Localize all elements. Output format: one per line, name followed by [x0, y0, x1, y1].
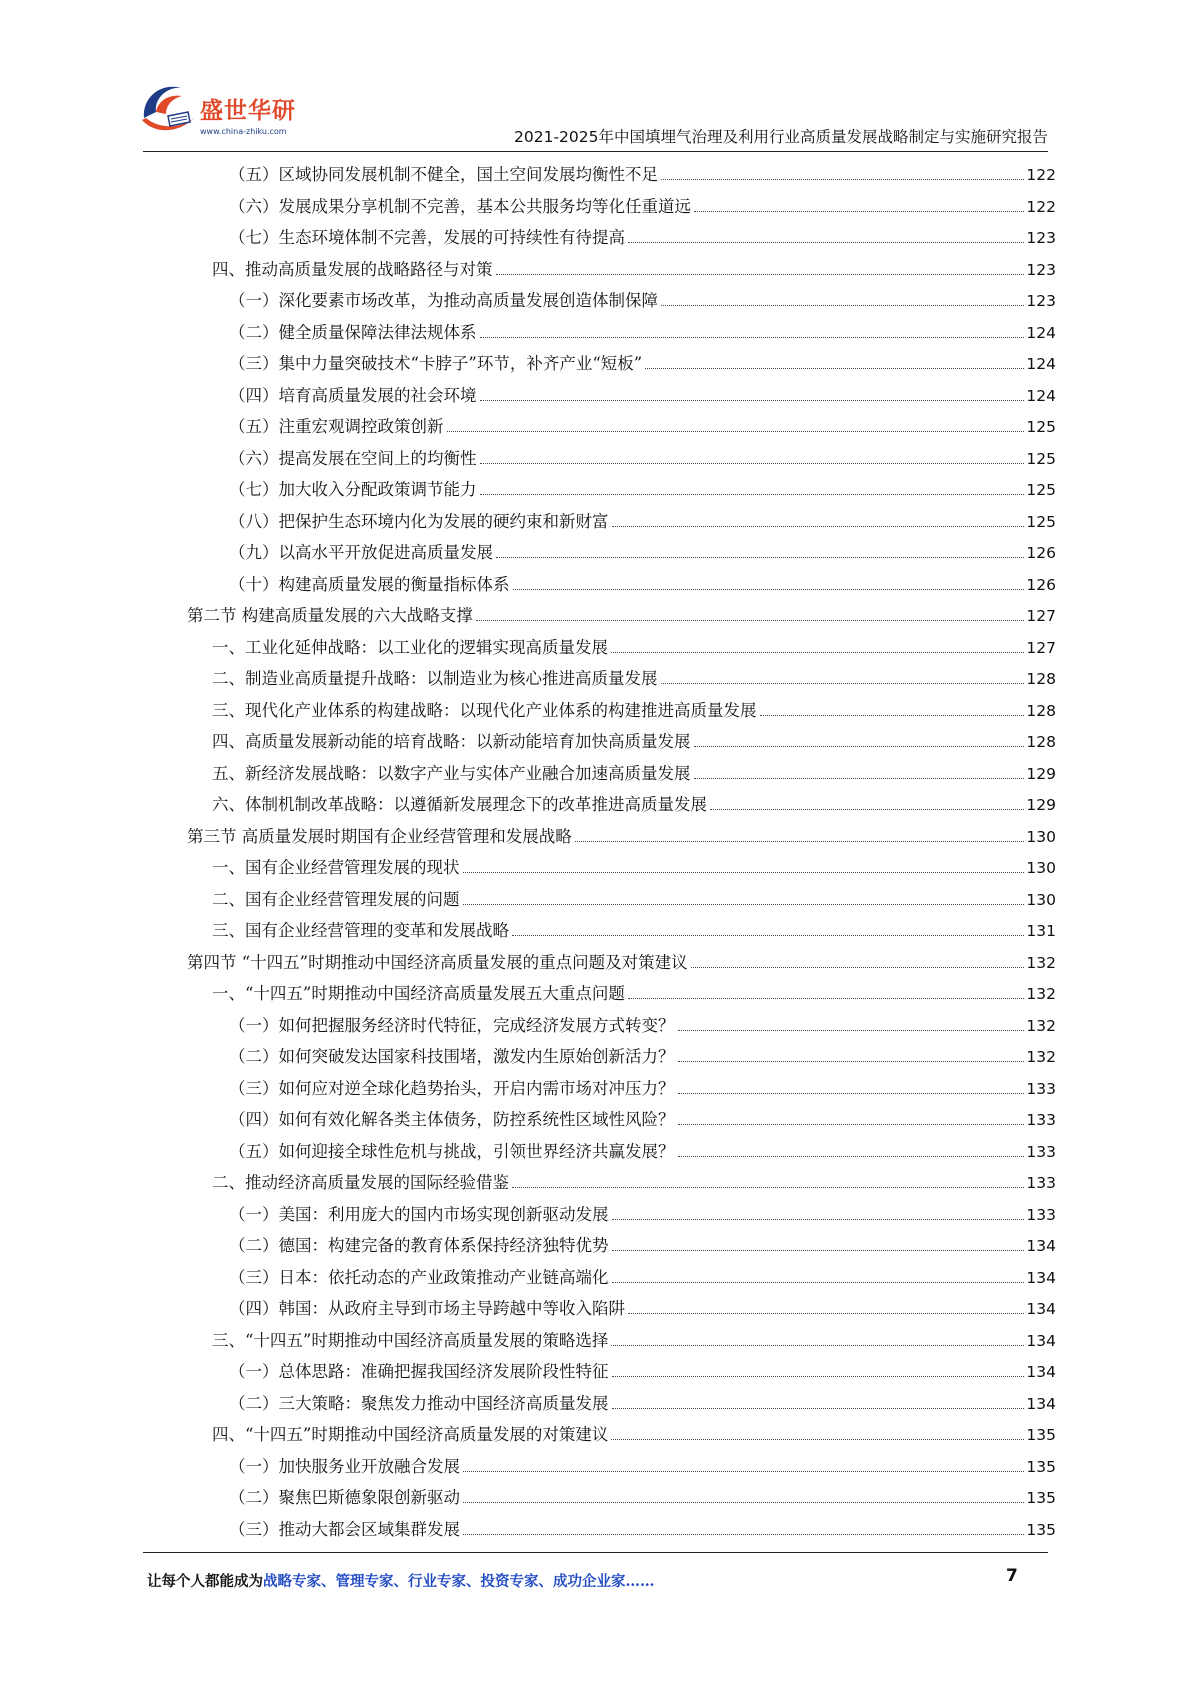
toc-entry-page: 133 [1026, 1111, 1056, 1129]
footer-slogan [147, 1570, 655, 1591]
toc-entry-page: 128 [1026, 701, 1056, 720]
toc-entry-title: （四）如何有效化解各类主体债务，防控系统性区域性风险？ [229, 1110, 675, 1129]
toc-entry-title: （二）聚焦巴斯德象限创新驱动 [229, 1488, 460, 1507]
toc-entry[interactable] [229, 1482, 1056, 1513]
toc-dot-leader [496, 274, 1025, 275]
toc-entry[interactable] [187, 947, 1056, 978]
toc-entry[interactable] [229, 1041, 1056, 1072]
toc-entry[interactable] [229, 191, 1056, 222]
toc-entry[interactable] [212, 789, 1056, 820]
toc-entry-page: 123 [1026, 229, 1056, 247]
report-title: 2021-2025年中国填埋气治理及利用行业高质量发展战略制定与实施研究报告 [514, 128, 1048, 146]
toc-entry[interactable] [229, 285, 1056, 316]
toc-entry[interactable] [229, 537, 1056, 568]
toc-entry-title: （四）培育高质量发展的社会环境 [229, 385, 477, 405]
toc-entry-page: 124 [1026, 386, 1056, 405]
toc-dot-leader [628, 1313, 1024, 1314]
toc-dot-leader [694, 211, 1024, 212]
toc-dot-leader [512, 1187, 1024, 1188]
toc-dot-leader [496, 557, 1024, 558]
toc-dot-leader [476, 620, 1025, 621]
toc-dot-leader [694, 746, 1025, 747]
toc-entry-page: 135 [1026, 1426, 1056, 1444]
toc-entry-page: 134 [1026, 1331, 1056, 1350]
toc-entry-title: 五、新经济发展战略：以数字产业与实体产业融合加速高质量发展 [212, 763, 691, 783]
toc-entry-title: 三、现代化产业体系的构建战略：以现代化产业体系的构建推进高质量发展 [212, 700, 757, 720]
toc-dot-leader [612, 526, 1025, 527]
toc-entry-title: （一）深化要素市场改革，为推动高质量发展创造体制保障 [229, 291, 658, 310]
toc-entry-page: 127 [1026, 638, 1056, 657]
toc-dot-leader [480, 400, 1025, 401]
toc-entry-page: 133 [1026, 1205, 1056, 1224]
toc-entry-page: 132 [1026, 985, 1056, 1003]
toc-dot-leader [628, 242, 1024, 243]
toc-dot-leader [678, 1124, 1025, 1125]
toc-entry-title: （一）加快服务业开放融合发展 [229, 1456, 460, 1476]
toc-entry-title: 二、制造业高质量提升战略：以制造业为核心推进高质量发展 [212, 669, 658, 688]
toc-entry-page: 125 [1026, 449, 1056, 468]
toc-entry[interactable] [229, 443, 1056, 474]
toc-entry[interactable] [212, 663, 1056, 694]
toc-entry-page: 127 [1026, 607, 1056, 625]
page-header [0, 0, 1191, 150]
toc-dot-leader [612, 1219, 1025, 1220]
toc-dot-leader [694, 778, 1025, 779]
toc-entry[interactable] [212, 1419, 1056, 1450]
toc-entry[interactable] [229, 1293, 1056, 1324]
toc-dot-leader [661, 179, 1024, 180]
toc-entry[interactable] [212, 695, 1056, 726]
toc-dot-leader [661, 305, 1024, 306]
toc-entry-title: （一）总体思路：准确把握我国经济发展阶段性特征 [229, 1362, 609, 1381]
toc-entry-title: （一）如何把握服务经济时代特征，完成经济发展方式转变？ [229, 1015, 675, 1035]
toc-entry[interactable] [229, 317, 1056, 348]
toc-entry[interactable] [229, 1262, 1056, 1293]
toc-dot-leader [480, 337, 1025, 338]
toc-dot-leader [480, 463, 1025, 464]
toc-entry-title: （三）集中力量突破技术“卡脖子”环节，补齐产业“短板” [229, 354, 643, 373]
toc-entry-page: 129 [1026, 796, 1056, 814]
toc-entry-title: （三）日本：依托动态的产业政策推动产业链高端化 [229, 1267, 609, 1287]
toc-entry[interactable] [212, 758, 1056, 789]
toc-entry[interactable] [212, 632, 1056, 663]
toc-entry-page: 130 [1026, 827, 1056, 846]
toc-dot-leader [611, 652, 1024, 653]
toc-dot-leader [678, 1061, 1025, 1062]
toc-entry-title: （四）韩国：从政府主导到市场主导跨越中等收入陷阱 [229, 1299, 625, 1318]
toc-entry-title: 四、推动高质量发展的战略路径与对策 [212, 259, 493, 279]
toc-entry-page: 124 [1026, 355, 1056, 373]
toc-dot-leader [612, 1376, 1025, 1377]
toc-entry[interactable] [229, 1010, 1056, 1041]
toc-entry-title: （二）德国：构建完备的教育体系保持经济独特优势 [229, 1236, 609, 1255]
toc-entry[interactable] [187, 821, 1056, 852]
toc-entry-title: 一、“十四五”时期推动中国经济高质量发展五大重点问题 [212, 984, 625, 1003]
toc-entry-title: （十）构建高质量发展的衡量指标体系 [229, 574, 510, 594]
toc-entry-page: 126 [1026, 544, 1056, 562]
toc-entry-page: 124 [1026, 323, 1056, 342]
toc-entry[interactable] [187, 600, 1056, 631]
toc-entry-page: 134 [1026, 1268, 1056, 1287]
toc-entry[interactable] [229, 411, 1056, 442]
footer-slogan-highlight: 战略专家、管理专家、行业专家、投资专家、成功企业家 [263, 1573, 626, 1590]
toc-entry-title: 六、体制机制改革战略：以遵循新发展理念下的改革推进高质量发展 [212, 795, 707, 814]
toc-entry[interactable] [229, 348, 1056, 379]
toc-entry-page: 129 [1026, 764, 1056, 783]
toc-entry[interactable] [229, 1104, 1056, 1135]
toc-entry-title: （五）如何迎接全球性危机与挑战，引领世界经济共赢发展？ [229, 1141, 675, 1161]
toc-dot-leader [611, 1439, 1024, 1440]
toc-entry[interactable] [229, 506, 1056, 537]
toc-entry[interactable] [212, 1325, 1056, 1356]
toc-entry[interactable] [212, 254, 1056, 285]
toc-dot-leader [710, 809, 1024, 810]
toc-dot-leader [678, 1156, 1025, 1157]
toc-dot-leader [612, 1282, 1025, 1283]
toc-entry[interactable] [229, 1136, 1056, 1167]
toc-entry-title: 四、“十四五”时期推动中国经济高质量发展的对策建议 [212, 1425, 609, 1444]
toc-entry-page: 133 [1026, 1079, 1056, 1098]
toc-dot-leader [513, 589, 1025, 590]
toc-entry[interactable] [212, 1167, 1056, 1198]
toc-entry[interactable] [229, 1514, 1056, 1545]
company-logo [138, 78, 318, 148]
toc-entry-title: （一）美国：利用庞大的国内市场实现创新驱动发展 [229, 1204, 609, 1224]
toc-entry-title: （七）加大收入分配政策调节能力 [229, 480, 477, 499]
toc-entry-title: 四、高质量发展新动能的培育战略：以新动能培育加快高质量发展 [212, 732, 691, 751]
toc-entry-page: 125 [1026, 481, 1056, 499]
logo-swoosh-icon [138, 78, 200, 140]
toc-entry[interactable] [229, 1073, 1056, 1104]
toc-dot-leader [512, 935, 1024, 936]
toc-entry-title: 第四节 “十四五”时期推动中国经济高质量发展的重点问题及对策建议 [187, 952, 688, 972]
logo-url: www.china-zhiku.com [200, 127, 287, 136]
toc-entry-page: 134 [1026, 1300, 1056, 1318]
toc-entry-title: （二）如何突破发达国家科技围堵，激发内生原始创新活力？ [229, 1047, 675, 1066]
toc-dot-leader [463, 1502, 1024, 1503]
toc-entry-title: （三）如何应对逆全球化趋势抬头，开启内需市场对冲压力？ [229, 1078, 675, 1098]
toc-entry-page: 135 [1026, 1489, 1056, 1507]
toc-entry-page: 130 [1026, 859, 1056, 877]
toc-entry-page: 132 [1026, 953, 1056, 972]
toc-entry-page: 128 [1026, 670, 1056, 688]
toc-entry-title: （三）推动大都会区域集群发展 [229, 1519, 460, 1539]
toc-entry[interactable] [229, 1388, 1056, 1419]
toc-entry-title: （二）三大策略：聚焦发力推动中国经济高质量发展 [229, 1393, 609, 1413]
toc-entry[interactable] [212, 978, 1056, 1009]
toc-entry-page: 130 [1026, 890, 1056, 909]
toc-entry-page: 133 [1026, 1142, 1056, 1161]
footer-slogan-prefix: 让每个人都能成为 [147, 1573, 263, 1590]
toc-entry-title: 三、“十四五”时期推动中国经济高质量发展的策略选择 [212, 1330, 609, 1350]
logo-name: 盛世华研 [200, 98, 296, 124]
toc-entry[interactable] [229, 569, 1056, 600]
toc-dot-leader [463, 1534, 1024, 1535]
toc-entry-page: 134 [1026, 1237, 1056, 1255]
toc-dot-leader [447, 431, 1025, 432]
toc-entry[interactable] [212, 884, 1056, 915]
toc-dot-leader [661, 683, 1025, 684]
toc-entry-page: 125 [1026, 512, 1056, 531]
toc-entry-title: （六）发展成果分享机制不完善，基本公共服务均等化任重道远 [229, 196, 691, 216]
toc-dot-leader [611, 1345, 1024, 1346]
toc-entry-title: （六）提高发展在空间上的均衡性 [229, 448, 477, 468]
toc-dot-leader [612, 1408, 1025, 1409]
toc-entry[interactable] [229, 159, 1056, 190]
toc-entry[interactable] [229, 380, 1056, 411]
toc-entry[interactable] [212, 852, 1056, 883]
footer-slogan-suffix: …… [625, 1573, 655, 1590]
toc-entry-page: 125 [1026, 418, 1056, 436]
toc-entry[interactable] [229, 1199, 1056, 1230]
toc-dot-leader [463, 1471, 1024, 1472]
toc-dot-leader [678, 1093, 1025, 1094]
toc-entry-page: 132 [1026, 1016, 1056, 1035]
toc-entry-page: 128 [1026, 733, 1056, 751]
toc-dot-leader [678, 1030, 1025, 1031]
toc-entry-title: （八）把保护生态环境内化为发展的硬约束和新财富 [229, 511, 609, 531]
page-number: 7 [1006, 1566, 1018, 1586]
toc-entry[interactable] [212, 915, 1056, 946]
toc-entry-page: 135 [1026, 1457, 1056, 1476]
toc-dot-leader [612, 1250, 1025, 1251]
toc-entry-page: 131 [1026, 922, 1056, 940]
toc-entry-title: （五）注重宏观调控政策创新 [229, 417, 444, 436]
toc-entry-page: 134 [1026, 1394, 1056, 1413]
toc-entry-page: 132 [1026, 1048, 1056, 1066]
toc-entry-page: 122 [1026, 197, 1056, 216]
toc-dot-leader [645, 368, 1024, 369]
toc-dot-leader [480, 494, 1025, 495]
header-divider [143, 151, 1048, 152]
toc-entry-title: （九）以高水平开放促进高质量发展 [229, 543, 493, 562]
toc-entry-title: 一、国有企业经营管理发展的现状 [212, 858, 460, 877]
toc-entry-title: （二）健全质量保障法律法规体系 [229, 322, 477, 342]
toc-entry-page: 134 [1026, 1363, 1056, 1381]
toc-dot-leader [575, 841, 1025, 842]
toc-dot-leader [760, 715, 1025, 716]
toc-entry-title: 二、国有企业经营管理发展的问题 [212, 889, 460, 909]
toc-entry-page: 135 [1026, 1520, 1056, 1539]
toc-entry[interactable] [229, 222, 1056, 253]
toc-dot-leader [463, 872, 1025, 873]
toc-dot-leader [691, 967, 1025, 968]
toc-entry-page: 126 [1026, 575, 1056, 594]
toc-dot-leader [463, 904, 1025, 905]
toc-entry[interactable] [229, 1356, 1056, 1387]
toc-entry-title: （五）区域协同发展机制不健全，国土空间发展均衡性不足 [229, 165, 658, 184]
toc-entry-page: 133 [1026, 1174, 1056, 1192]
toc-entry[interactable] [212, 726, 1056, 757]
toc-entry-page: 123 [1026, 260, 1056, 279]
toc-entry-title: 一、工业化延伸战略：以工业化的逻辑实现高质量发展 [212, 637, 608, 657]
toc-entry[interactable] [229, 1451, 1056, 1482]
toc-entry-title: 第三节 高质量发展时期国有企业经营管理和发展战略 [187, 826, 572, 846]
toc-entry-title: 三、国有企业经营管理的变革和发展战略 [212, 921, 509, 940]
toc-entry-page: 123 [1026, 292, 1056, 310]
toc-entry-title: 第二节 构建高质量发展的六大战略支撑 [187, 606, 473, 625]
toc-entry-title: 二、推动经济高质量发展的国际经验借鉴 [212, 1173, 509, 1192]
toc-entry[interactable] [229, 1230, 1056, 1261]
toc-entry[interactable] [229, 474, 1056, 505]
toc-entry-title: （七）生态环境体制不完善，发展的可持续性有待提高 [229, 228, 625, 247]
footer-divider [143, 1552, 1048, 1553]
toc-dot-leader [628, 998, 1025, 999]
toc-entry-page: 122 [1026, 166, 1056, 184]
